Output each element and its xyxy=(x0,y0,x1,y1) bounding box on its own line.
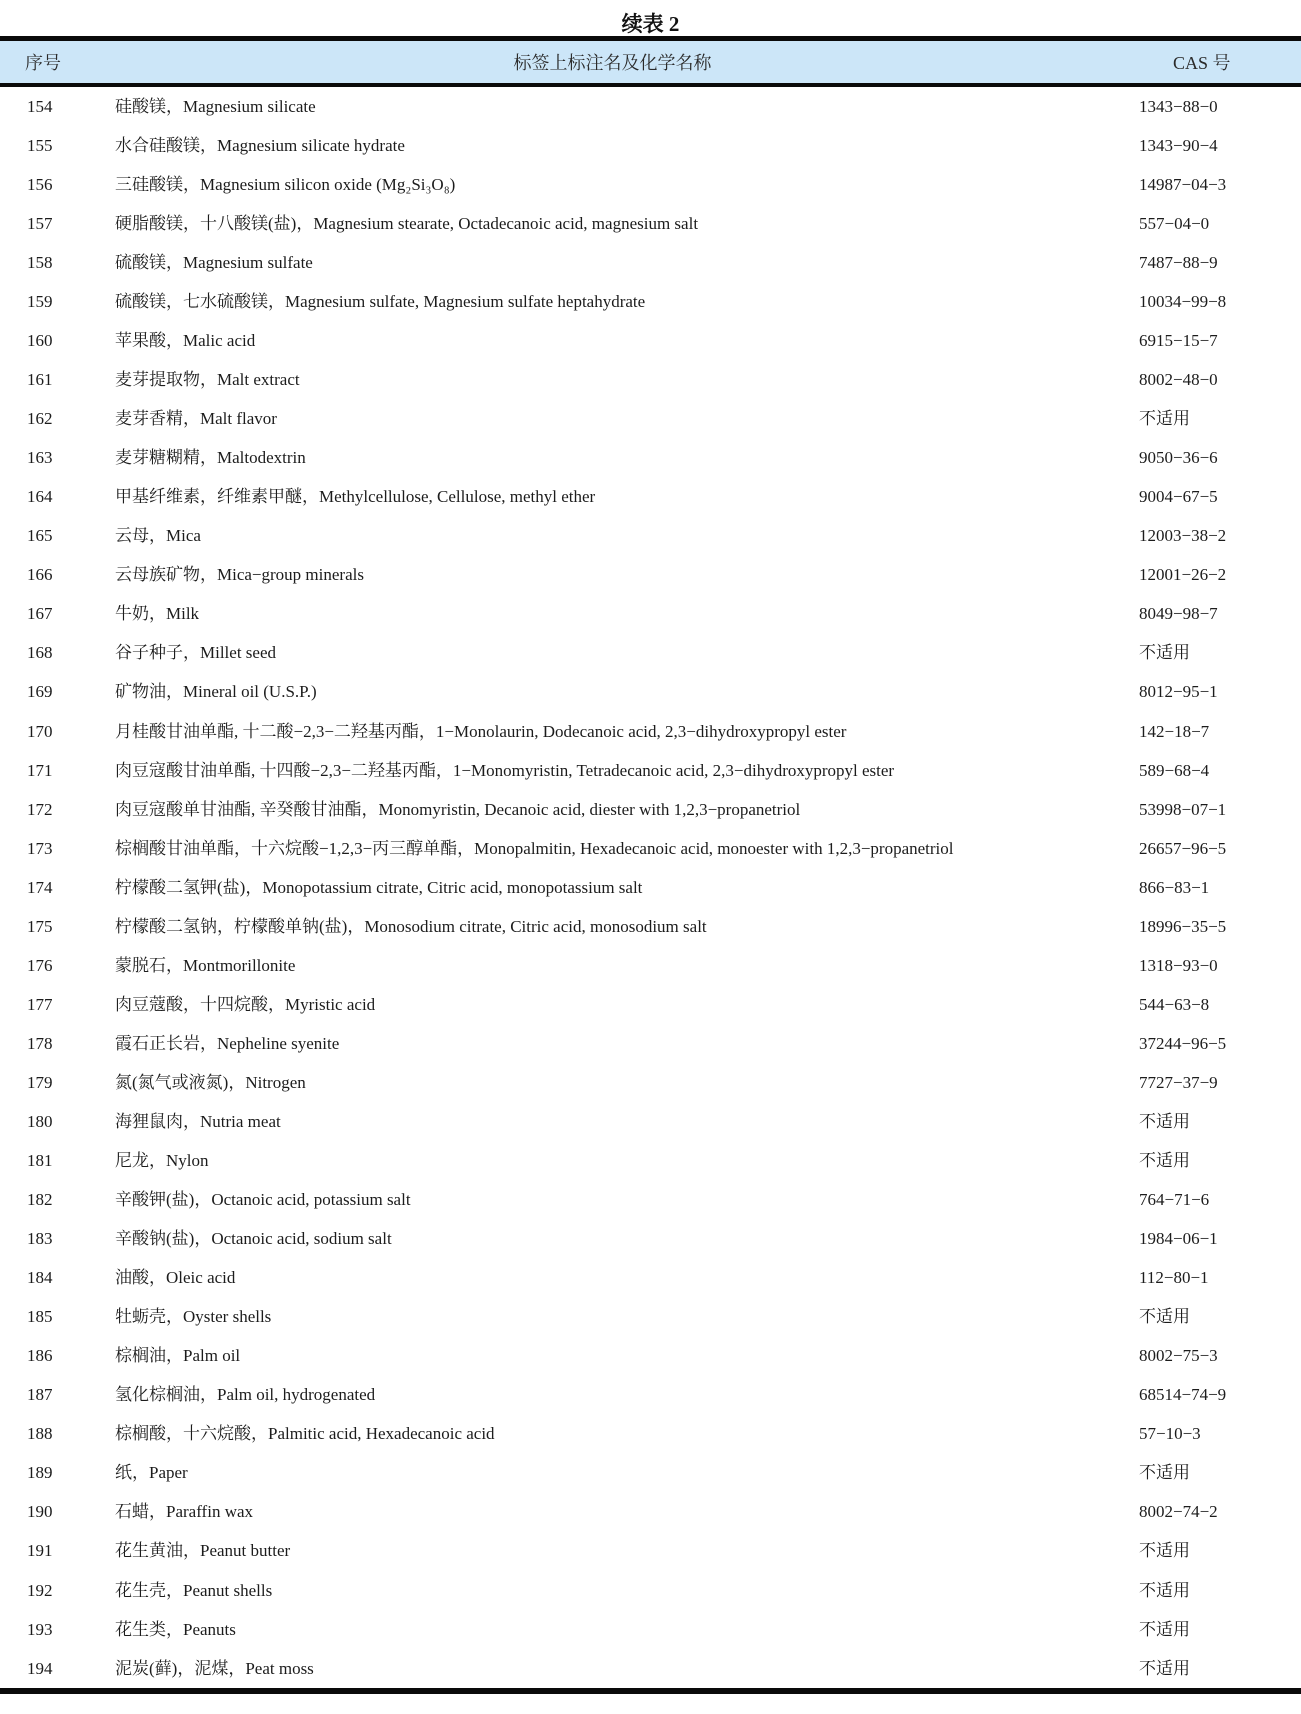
cell-label-chemical-name: 花生壳，Peanut shells xyxy=(115,1580,273,1600)
table-row xyxy=(0,556,1301,595)
cell-label-chemical-name: 月桂酸甘油单酯, 十二酸−2,3−二羟基丙酯，1−Monolaurin, Dodecanoic acid, 2,3−dihydroxypropyl ester xyxy=(115,721,847,741)
cell-cas-number: 142−18−7 xyxy=(1139,721,1210,741)
table-row xyxy=(0,438,1301,477)
cell-cas-number: 57−10−3 xyxy=(1139,1424,1201,1444)
cell-label-chemical-name: 牡蛎壳，Oyster shells xyxy=(115,1307,272,1327)
cell-label-chemical-name: 柠檬酸二氢钾(盐)，Monopotassium citrate, Citric acid, monopotassium salt xyxy=(115,877,643,897)
table-row xyxy=(0,165,1301,204)
cell-serial-number: 189 xyxy=(27,1463,53,1483)
cell-label-chemical-name: 三硅酸镁，Magnesium silicon oxide (Mg₂Si₃O₈) xyxy=(115,174,456,194)
cell-serial-number: 161 xyxy=(27,370,53,390)
table-row xyxy=(0,517,1301,556)
cell-label-chemical-name: 甲基纤维素，纤维素甲醚，Methylcellulose, Cellulose, methyl ether xyxy=(115,487,596,507)
cell-label-chemical-name: 棕榈油，Palm oil xyxy=(115,1346,241,1366)
cell-cas-number: 8012−95−1 xyxy=(1139,682,1218,702)
table-row xyxy=(0,399,1301,438)
cell-label-chemical-name: 棕榈酸，十六烷酸，Palmitic acid, Hexadecanoic acid xyxy=(115,1424,495,1444)
cell-label-chemical-name: 麦芽提取物，Malt extract xyxy=(115,370,300,390)
cell-serial-number: 168 xyxy=(27,643,53,663)
cell-label-chemical-name: 硬脂酸镁，十八酸镁(盐)，Magnesium stearate, Octadecanoic acid, magnesium salt xyxy=(115,213,699,233)
table-row xyxy=(0,1532,1301,1571)
cell-cas-number: 557−04−0 xyxy=(1139,213,1210,233)
cell-cas-number: 37244−96−5 xyxy=(1139,1033,1227,1053)
cell-label-chemical-name: 油酸，Oleic acid xyxy=(115,1268,236,1288)
cell-label-chemical-name: 水合硅酸镁，Magnesium silicate hydrate xyxy=(115,135,405,155)
table-row xyxy=(0,1571,1301,1610)
cell-label-chemical-name: 硫酸镁，Magnesium sulfate xyxy=(115,252,313,272)
cell-label-chemical-name: 辛酸钠(盐)，Octanoic acid, sodium salt xyxy=(115,1229,392,1249)
table-row xyxy=(0,477,1301,516)
cell-serial-number: 193 xyxy=(27,1619,53,1639)
cell-serial-number: 184 xyxy=(27,1268,53,1288)
cell-cas-number: 不适用 xyxy=(1139,643,1190,663)
cell-serial-number: 181 xyxy=(27,1151,53,1171)
cell-serial-number: 154 xyxy=(27,96,53,116)
page-title: 续表 2 xyxy=(621,12,680,36)
cell-label-chemical-name: 尼龙，Nylon xyxy=(115,1151,209,1171)
cell-serial-number: 182 xyxy=(27,1190,53,1210)
cell-cas-number: 8002−48−0 xyxy=(1139,370,1218,390)
cell-cas-number: 不适用 xyxy=(1139,1151,1190,1171)
cell-serial-number: 190 xyxy=(27,1502,53,1522)
cell-serial-number: 163 xyxy=(27,448,53,468)
cell-cas-number: 12001−26−2 xyxy=(1139,565,1227,585)
cell-serial-number: 159 xyxy=(27,291,53,311)
table-row xyxy=(0,1219,1301,1258)
cell-label-chemical-name: 云母族矿物，Mica−group minerals xyxy=(115,565,364,585)
cell-label-chemical-name: 矿物油，Mineral oil (U.S.P.) xyxy=(115,682,317,702)
cell-label-chemical-name: 海狸鼠肉，Nutria meat xyxy=(115,1111,281,1131)
cell-serial-number: 179 xyxy=(27,1072,53,1092)
cell-cas-number: 7487−88−9 xyxy=(1139,252,1218,272)
cell-serial-number: 164 xyxy=(27,487,53,507)
header-cas-number: CAS 号 xyxy=(1173,53,1231,73)
cell-cas-number: 1318−93−0 xyxy=(1139,955,1218,975)
cell-label-chemical-name: 柠檬酸二氢钠，柠檬酸单钠(盐)，Monosodium citrate, Citric acid, monosodium salt xyxy=(115,916,707,936)
cell-serial-number: 165 xyxy=(27,526,53,546)
cell-cas-number: 8002−74−2 xyxy=(1139,1502,1218,1522)
table-row xyxy=(0,751,1301,790)
cell-serial-number: 173 xyxy=(27,838,53,858)
table-row xyxy=(0,243,1301,282)
substances-table xyxy=(0,36,1301,1694)
cell-serial-number: 160 xyxy=(27,331,53,351)
cell-cas-number: 不适用 xyxy=(1139,1580,1190,1600)
cell-label-chemical-name: 石蜡，Paraffin wax xyxy=(115,1502,254,1522)
cell-serial-number: 155 xyxy=(27,135,53,155)
cell-serial-number: 170 xyxy=(27,721,53,741)
table-row xyxy=(0,673,1301,712)
cell-cas-number: 7727−37−9 xyxy=(1139,1072,1218,1092)
table-row xyxy=(0,87,1301,126)
cell-cas-number: 589−68−4 xyxy=(1139,760,1210,780)
table-row xyxy=(0,321,1301,360)
cell-label-chemical-name: 氮(氮气或液氮)，Nitrogen xyxy=(115,1072,306,1092)
cell-label-chemical-name: 蒙脱石，Montmorillonite xyxy=(115,955,296,975)
cell-serial-number: 172 xyxy=(27,799,53,819)
cell-cas-number: 不适用 xyxy=(1139,409,1190,429)
cell-serial-number: 176 xyxy=(27,955,53,975)
cell-cas-number: 1984−06−1 xyxy=(1139,1229,1218,1249)
cell-serial-number: 180 xyxy=(27,1111,53,1131)
cell-cas-number: 53998−07−1 xyxy=(1139,799,1227,819)
cell-cas-number: 不适用 xyxy=(1139,1541,1190,1561)
cell-label-chemical-name: 谷子种子，Millet seed xyxy=(115,643,277,663)
table-row xyxy=(0,790,1301,829)
cell-serial-number: 177 xyxy=(27,994,53,1014)
table-row xyxy=(0,1141,1301,1180)
table-row xyxy=(0,1337,1301,1376)
cell-label-chemical-name: 花生类，Peanuts xyxy=(115,1619,236,1639)
header-serial-number: 序号 xyxy=(25,53,61,73)
cell-serial-number: 194 xyxy=(27,1658,53,1678)
cell-cas-number: 12003−38−2 xyxy=(1139,526,1227,546)
cell-serial-number: 186 xyxy=(27,1346,53,1366)
table-row xyxy=(0,868,1301,907)
table-row xyxy=(0,126,1301,165)
table-row xyxy=(0,829,1301,868)
table-row xyxy=(0,907,1301,946)
cell-cas-number: 1343−88−0 xyxy=(1139,96,1218,116)
cell-cas-number: 866−83−1 xyxy=(1139,877,1210,897)
table-row xyxy=(0,1454,1301,1493)
table-body xyxy=(0,87,1301,1694)
cell-cas-number: 8002−75−3 xyxy=(1139,1346,1218,1366)
table-row xyxy=(0,1649,1301,1688)
cell-label-chemical-name: 苹果酸，Malic acid xyxy=(115,331,256,351)
cell-serial-number: 174 xyxy=(27,877,53,897)
table-row xyxy=(0,1376,1301,1415)
cell-serial-number: 188 xyxy=(27,1424,53,1444)
cell-serial-number: 166 xyxy=(27,565,53,585)
cell-serial-number: 162 xyxy=(27,409,53,429)
table-row xyxy=(0,985,1301,1024)
cell-label-chemical-name: 麦芽香精，Malt flavor xyxy=(115,409,277,429)
cell-serial-number: 191 xyxy=(27,1541,53,1561)
cell-cas-number: 8049−98−7 xyxy=(1139,604,1218,624)
cell-cas-number: 不适用 xyxy=(1139,1111,1190,1131)
cell-label-chemical-name: 麦芽糖糊精，Maltodextrin xyxy=(115,448,306,468)
cell-label-chemical-name: 棕榈酸甘油单酯，十六烷酸−1,2,3−丙三醇单酯，Monopalmitin, Hexadecanoic acid, monoester with 1,2,3−propanetriol xyxy=(115,838,954,858)
table-header-row xyxy=(0,36,1301,87)
table-row xyxy=(0,946,1301,985)
cell-serial-number: 157 xyxy=(27,213,53,233)
cell-serial-number: 156 xyxy=(27,174,53,194)
table-row xyxy=(0,1610,1301,1649)
cell-cas-number: 26657−96−5 xyxy=(1139,838,1227,858)
cell-serial-number: 169 xyxy=(27,682,53,702)
cell-cas-number: 9050−36−6 xyxy=(1139,448,1218,468)
cell-label-chemical-name: 辛酸钾(盐)，Octanoic acid, potassium salt xyxy=(115,1190,411,1210)
cell-label-chemical-name: 肉豆寇酸甘油单酯, 十四酸−2,3−二羟基丙酯，1−Monomyristin, Tetradecanoic acid, 2,3−dihydroxypropyl ester xyxy=(115,760,895,780)
cell-serial-number: 187 xyxy=(27,1385,53,1405)
cell-cas-number: 9004−67−5 xyxy=(1139,487,1218,507)
table-row xyxy=(0,1180,1301,1219)
table-row xyxy=(0,1063,1301,1102)
cell-cas-number: 544−63−8 xyxy=(1139,994,1210,1014)
cell-serial-number: 192 xyxy=(27,1580,53,1600)
cell-label-chemical-name: 肉豆蔻酸，十四烷酸，Myristic acid xyxy=(115,994,376,1014)
cell-cas-number: 6915−15−7 xyxy=(1139,331,1218,351)
table-row xyxy=(0,1297,1301,1336)
cell-cas-number: 764−71−6 xyxy=(1139,1190,1210,1210)
cell-cas-number: 不适用 xyxy=(1139,1307,1190,1327)
cell-cas-number: 1343−90−4 xyxy=(1139,135,1218,155)
table-row xyxy=(0,712,1301,751)
cell-label-chemical-name: 霞石正长岩，Nepheline syenite xyxy=(115,1033,340,1053)
cell-serial-number: 158 xyxy=(27,252,53,272)
cell-cas-number: 不适用 xyxy=(1139,1463,1190,1483)
cell-serial-number: 171 xyxy=(27,760,53,780)
cell-serial-number: 178 xyxy=(27,1033,53,1053)
cell-cas-number: 112−80−1 xyxy=(1139,1268,1209,1288)
cell-label-chemical-name: 云母，Mica xyxy=(115,526,201,546)
cell-cas-number: 不适用 xyxy=(1139,1658,1190,1678)
cell-label-chemical-name: 氢化棕榈油，Palm oil, hydrogenated xyxy=(115,1385,376,1405)
table-row xyxy=(0,1102,1301,1141)
cell-label-chemical-name: 泥炭(藓)，泥煤，Peat moss xyxy=(115,1658,314,1678)
cell-label-chemical-name: 花生黄油，Peanut butter xyxy=(115,1541,291,1561)
cell-cas-number: 10034−99−8 xyxy=(1139,291,1227,311)
table-row xyxy=(0,204,1301,243)
cell-label-chemical-name: 硫酸镁，七水硫酸镁，Magnesium sulfate, Magnesium sulfate heptahydrate xyxy=(115,291,646,311)
cell-serial-number: 167 xyxy=(27,604,53,624)
table-row xyxy=(0,1493,1301,1532)
cell-cas-number: 18996−35−5 xyxy=(1139,916,1227,936)
table-row xyxy=(0,360,1301,399)
cell-cas-number: 68514−74−9 xyxy=(1139,1385,1227,1405)
cell-serial-number: 185 xyxy=(27,1307,53,1327)
cell-label-chemical-name: 硅酸镁，Magnesium silicate xyxy=(115,96,316,116)
table-row xyxy=(0,282,1301,321)
header-label-chemical-name: 标签上标注名及化学名称 xyxy=(513,53,712,73)
cell-serial-number: 183 xyxy=(27,1229,53,1249)
table-row xyxy=(0,634,1301,673)
table-row xyxy=(0,1024,1301,1063)
cell-cas-number: 14987−04−3 xyxy=(1139,174,1227,194)
cell-label-chemical-name: 牛奶，Milk xyxy=(115,604,200,624)
cell-label-chemical-name: 肉豆寇酸单甘油酯, 辛癸酸甘油酯，Monomyristin, Decanoic acid, diester with 1,2,3−propanetriol xyxy=(115,799,801,819)
table-row xyxy=(0,1415,1301,1454)
cell-cas-number: 不适用 xyxy=(1139,1619,1190,1639)
table-row xyxy=(0,595,1301,634)
cell-serial-number: 175 xyxy=(27,916,53,936)
table-row xyxy=(0,1258,1301,1297)
cell-label-chemical-name: 纸，Paper xyxy=(115,1463,188,1483)
